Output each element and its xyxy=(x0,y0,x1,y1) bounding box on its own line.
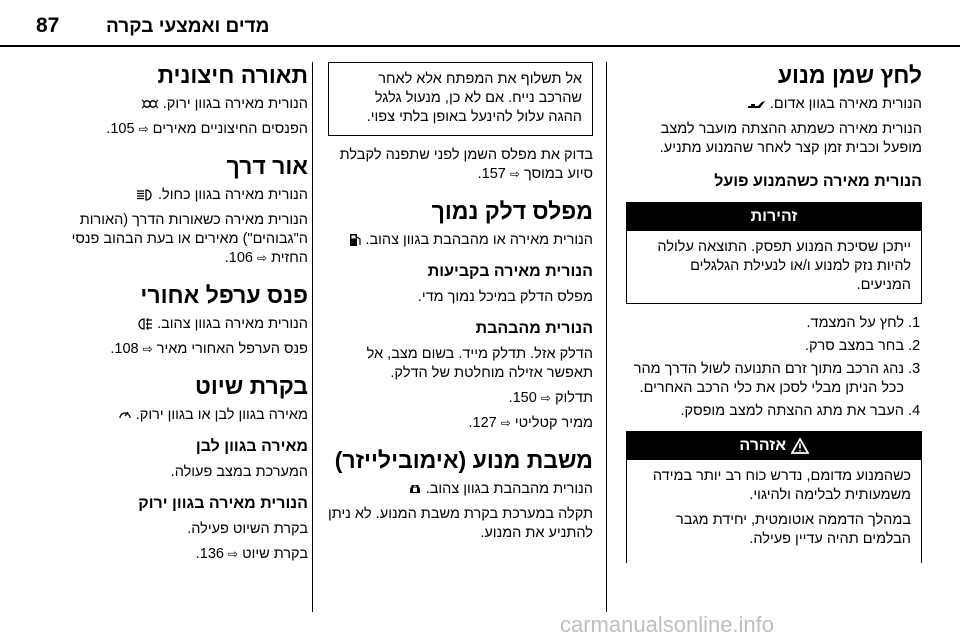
warning-body xyxy=(627,460,921,563)
reference-arrow-icon: ⇨ xyxy=(509,167,520,181)
high-beam-icon xyxy=(136,189,154,201)
right-column xyxy=(626,62,922,573)
immobilizer-heading: משבת מנוע (אימובילייזר) xyxy=(334,447,593,473)
oil-pressure-p1: הנורית מאירה בגוון אדום. xyxy=(626,95,922,114)
reference-arrow-icon: ⇨ xyxy=(142,342,153,356)
exterior-light-p2: הפנסים החיצוניים מאירים ⇨ 105. xyxy=(106,121,308,137)
oil-pressure-heading: לחץ שמן מנוע xyxy=(777,62,922,88)
high-beam-p1: הנורית מאירה בגוון כחול. xyxy=(38,186,308,205)
key-note-body: אל תשלוף את המפתח אלא לאחר שהרכב נייח. אם לא כן, מנעול גלגל ההגה עלול להינעל באופן בלתי צפוי. xyxy=(366,71,582,125)
caution-body: ייתכן שסיכת המנוע תפסק. התוצאה עלולה להיות נזק למנוע ו/או לנעילת הגלגלים המניעים. xyxy=(657,239,911,293)
low-fuel-p1: הנורית מאירה או מהבהבת בגוון צהוב. xyxy=(328,231,593,250)
fuel-flash-heading: הנורית מהבהבת xyxy=(475,320,593,337)
rear-fog-icon xyxy=(135,317,153,331)
cruise-control-p1: מאירה בגוון לבן או בגוון ירוק. xyxy=(38,406,308,425)
warning-p2: במהלך הדממה אוטומטית, יחידת מגבר הבלמים תהיה עדיין פעילה. xyxy=(676,512,911,547)
middle-column xyxy=(328,62,593,549)
exterior-light-p1: הנורית מאירה בגוון ירוק. xyxy=(38,95,308,114)
rear-fog-p2: פנס הערפל האחורי מאיר ⇨ 108. xyxy=(110,341,308,357)
caution-title: זהירות xyxy=(627,203,921,231)
ref-catalytic: ממיר קטליטי ⇨ 127. xyxy=(468,415,593,431)
car-lock-icon xyxy=(408,482,422,496)
column-divider-right xyxy=(606,62,607,612)
cruise-ref: בקרת שיוט ⇨ 136. xyxy=(195,546,308,562)
rear-fog-p1: הנורית מאירה בגוון צהוב. xyxy=(38,315,308,334)
warning-title: אזהרה xyxy=(627,432,921,460)
reference-arrow-icon: ⇨ xyxy=(500,416,511,430)
column-divider-left xyxy=(312,62,313,612)
oil-level-check: בדוק את מפלס השמן לפני שתפנה לקבלת סיוע במוסך ⇨ 157. xyxy=(339,147,593,182)
immobilizer-p2: תקלה במערכת בקרת משבת המנוע. לא ניתן להתניע את המנוע. xyxy=(328,506,593,541)
fuel-steady-heading: הנורית מאירה בקביעות xyxy=(427,263,593,280)
left-column xyxy=(38,62,308,570)
caution-box xyxy=(626,202,922,304)
fuel-pump-icon xyxy=(349,233,361,247)
key-note-box xyxy=(328,62,593,136)
page-header xyxy=(0,0,960,46)
high-beam-heading: אור דרך xyxy=(226,153,308,179)
watermark: carmanualsonline.info xyxy=(560,612,775,637)
fuel-steady-text: מפלס הדלק במיכל נמוך מדי. xyxy=(417,289,593,305)
warning-triangle-icon xyxy=(791,438,809,454)
high-beam-p2: הנורית מאירה כשאורות הדרך (האורות ה"גבוהים") מאירים או בעת הבהוב פנסי החזית ⇨ 106. xyxy=(71,212,308,266)
oil-running-heading: הנורית מאירה כשהמנוע פועל xyxy=(714,173,922,190)
exterior-light-icon xyxy=(141,98,159,110)
warning-box xyxy=(626,431,922,563)
reference-arrow-icon: ⇨ xyxy=(540,391,551,405)
reference-arrow-icon: ⇨ xyxy=(256,251,268,265)
warning-p1: כשהמנוע מדומם, נדרש כוח רב יותר במידה משמעותית לבלימה ולהיגוי. xyxy=(652,468,911,503)
cruise-green-heading: הנורית מאירה בגוון ירוק xyxy=(138,495,308,512)
running-title: מדים ואמצעי בקרה xyxy=(106,16,270,37)
reference-arrow-icon: ⇨ xyxy=(228,547,239,561)
steps-list xyxy=(626,314,922,421)
cruise-white-text: המערכת במצב פעולה. xyxy=(170,464,308,480)
fuel-flash-text: הדלק אזל. תדלק מייד. בשום מצב, אל תאפשר אזילה מוחלטת של הדלק. xyxy=(366,346,593,381)
cruise-control-icon xyxy=(118,408,132,422)
page-number: 87 xyxy=(36,14,60,37)
low-fuel-heading: מפלס דלק נמוך xyxy=(431,198,593,224)
exterior-light-heading: תאורה חיצונית xyxy=(157,62,308,88)
step-item: 2. בחר במצב סרק. xyxy=(626,337,904,356)
oil-pressure-p2: הנורית מאירה כשמתג ההצתה מועבר למצב מופעל וכבית זמן קצר לאחר שהמנוע מתניע. xyxy=(659,121,922,156)
rear-fog-heading: פנס ערפל אחורי xyxy=(140,282,308,308)
immobilizer-p1: הנורית מהבהבת בגוון צהוב. xyxy=(328,480,593,499)
cruise-control-heading: בקרת שיוט xyxy=(195,373,308,399)
step-item: 1. לחץ על המצמד. xyxy=(626,314,904,333)
cruise-green-text: בקרת השיוט פעילה. xyxy=(187,521,308,537)
header-rule xyxy=(0,45,960,47)
cruise-white-heading: מאירה בגוון לבן xyxy=(195,438,308,455)
reference-arrow-icon: ⇨ xyxy=(138,122,149,136)
step-item: 4. העבר את מתג ההצתה למצב מופסק. xyxy=(626,402,904,421)
ref-refuel: תדלוק ⇨ 150. xyxy=(508,390,593,406)
step-item: 3. נהג הרכב מתוך זרם התנועה לשול הדרך מהר ככל הניתן מבלי לסכן את כלי הרכב האחרים. xyxy=(626,360,904,398)
oil-can-icon xyxy=(746,98,766,110)
